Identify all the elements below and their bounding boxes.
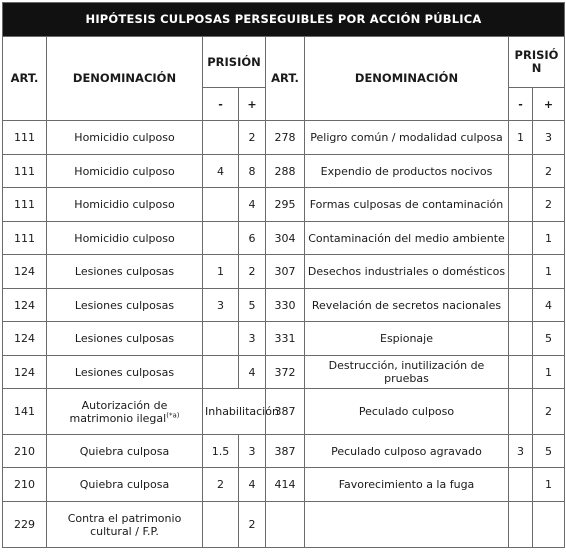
right-prision-max: 5 [533, 435, 565, 468]
left-denominacion: Homicidio culposo [47, 121, 203, 155]
table-row [3, 502, 565, 548]
right-prision-min [509, 502, 533, 548]
right-prision-max: 4 [533, 289, 565, 322]
left-art: 124 [3, 322, 47, 356]
right-denominacion: Revelación de secretos nacionales [305, 289, 509, 322]
right-denominacion: Formas culposas de contaminación [305, 188, 509, 222]
header-max-right: + [533, 88, 565, 121]
header-min-left: - [203, 88, 239, 121]
header-max-left: + [239, 88, 266, 121]
right-art: 387 [266, 389, 305, 435]
left-prision-min [203, 356, 239, 389]
footnote-ref: (*a) [166, 410, 180, 419]
right-prision-max: 1 [533, 356, 565, 389]
left-prision-min: 2 [203, 468, 239, 502]
left-prision-min [203, 222, 239, 255]
left-prision-max: 5 [239, 289, 266, 322]
right-prision-min [509, 468, 533, 502]
table-row [3, 435, 565, 468]
left-prision-max: 2 [239, 121, 266, 155]
right-prision-min [509, 255, 533, 289]
table-row [3, 188, 565, 222]
right-denominacion: Peligro común / modalidad culposa [305, 121, 509, 155]
right-art: 387 [266, 435, 305, 468]
right-prision-max: 2 [533, 188, 565, 222]
left-art: 141 [3, 389, 47, 435]
right-art: 278 [266, 121, 305, 155]
left-prision-min [203, 121, 239, 155]
left-prision-min: 3 [203, 289, 239, 322]
right-prision-min [509, 155, 533, 188]
left-prision-max: 4 [239, 356, 266, 389]
right-art: 414 [266, 468, 305, 502]
right-prision-max: 1 [533, 222, 565, 255]
right-denominacion: Expendio de productos nocivos [305, 155, 509, 188]
right-art: 331 [266, 322, 305, 356]
left-art: 124 [3, 356, 47, 389]
right-denominacion: Desechos industriales o domésticos [305, 255, 509, 289]
left-art: 124 [3, 289, 47, 322]
left-art: 210 [3, 435, 47, 468]
left-denominacion: Lesiones culposas [47, 289, 203, 322]
header-min-right: - [509, 88, 533, 121]
left-prision-inhabilitacion: Inhabilitación [203, 389, 266, 435]
right-prision-min [509, 389, 533, 435]
table-row [3, 322, 565, 356]
left-denominacion: Lesiones culposas [47, 255, 203, 289]
header-prision-right: PRISIÓ N [509, 37, 565, 88]
right-denominacion: Destrucción, inutilización de pruebas [305, 356, 509, 389]
right-prision-min [509, 222, 533, 255]
right-denominacion: Contaminación del medio ambiente [305, 222, 509, 255]
left-denominacion: Homicidio culposo [47, 155, 203, 188]
table-row [3, 389, 565, 435]
right-prision-max: 3 [533, 121, 565, 155]
table-row [3, 155, 565, 188]
left-prision-max: 2 [239, 502, 266, 548]
header-denominacion-left: DENOMINACIÓN [47, 37, 203, 121]
left-prision-min [203, 502, 239, 548]
left-art: 229 [3, 502, 47, 548]
table-row [3, 356, 565, 389]
left-denominacion [47, 389, 203, 435]
right-prision-max: 5 [533, 322, 565, 356]
right-prision-max: 2 [533, 389, 565, 435]
right-prision-min [509, 289, 533, 322]
table-row [3, 289, 565, 322]
right-prision-max: 1 [533, 468, 565, 502]
left-prision-max: 2 [239, 255, 266, 289]
left-denominacion: Contra el patrimonio cultural / F.P. [47, 502, 203, 548]
table-row [3, 121, 565, 155]
right-prision-min: 3 [509, 435, 533, 468]
left-prision-max: 3 [239, 322, 266, 356]
right-prision-min [509, 188, 533, 222]
right-denominacion: Peculado culposo agravado [305, 435, 509, 468]
header-denominacion-right: DENOMINACIÓN [305, 37, 509, 121]
right-prision-min: 1 [509, 121, 533, 155]
table-row [3, 222, 565, 255]
left-prision-max: 6 [239, 222, 266, 255]
left-art: 124 [3, 255, 47, 289]
right-denominacion: Peculado culposo [305, 389, 509, 435]
left-denominacion: Quiebra culposa [47, 468, 203, 502]
right-art: 295 [266, 188, 305, 222]
left-prision-max: 4 [239, 468, 266, 502]
right-art [266, 502, 305, 548]
table-container [2, 2, 564, 548]
table-row [3, 468, 565, 502]
left-prision-max: 4 [239, 188, 266, 222]
header-prision-left: PRISIÓN [203, 37, 266, 88]
right-denominacion: Espionaje [305, 322, 509, 356]
right-denominacion [305, 502, 509, 548]
right-art: 372 [266, 356, 305, 389]
right-prision-min [509, 322, 533, 356]
left-art: 111 [3, 121, 47, 155]
left-denominacion: Homicidio culposo [47, 188, 203, 222]
right-art: 330 [266, 289, 305, 322]
left-prision-min: 1 [203, 255, 239, 289]
right-art: 288 [266, 155, 305, 188]
header-art-left: ART. [3, 37, 47, 121]
left-denominacion-text: Autorización de matrimonio ilegal [69, 398, 168, 425]
left-denominacion: Lesiones culposas [47, 356, 203, 389]
left-art: 111 [3, 155, 47, 188]
left-prision-max: 3 [239, 435, 266, 468]
left-denominacion: Quiebra culposa [47, 435, 203, 468]
left-art: 111 [3, 188, 47, 222]
left-prision-min [203, 322, 239, 356]
right-prision-max: 2 [533, 155, 565, 188]
right-prision-max: 1 [533, 255, 565, 289]
right-prision-max [533, 502, 565, 548]
left-denominacion: Homicidio culposo [47, 222, 203, 255]
header-art-right: ART. [266, 37, 305, 121]
right-art: 307 [266, 255, 305, 289]
right-denominacion: Favorecimiento a la fuga [305, 468, 509, 502]
right-prision-min [509, 356, 533, 389]
table-row [3, 255, 565, 289]
left-prision-min: 4 [203, 155, 239, 188]
table-title: HIPÓTESIS CULPOSAS PERSEGUIBLES POR ACCIÓN PÚBLICA [3, 3, 565, 37]
left-prision-max: 8 [239, 155, 266, 188]
left-prision-min [203, 188, 239, 222]
hipotesis-culposas-table [2, 2, 565, 548]
left-art: 210 [3, 468, 47, 502]
right-art: 304 [266, 222, 305, 255]
left-art: 111 [3, 222, 47, 255]
left-prision-min: 1.5 [203, 435, 239, 468]
left-denominacion: Lesiones culposas [47, 322, 203, 356]
